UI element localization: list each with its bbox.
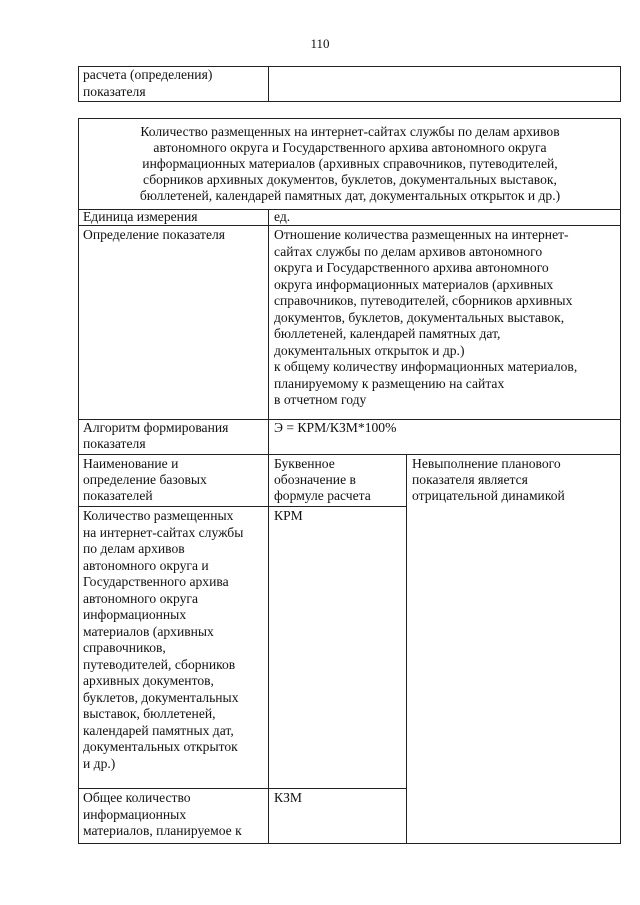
definition-line-9: к общему количеству информационных материалов, [274,359,578,374]
krm-label [83,508,243,772]
algorithm-label-line-2: показателя [83,436,146,451]
krm-label-line-6: автономного округа [83,590,199,606]
indicator-title-line-1: Количество размещенных на интернет-сайтах службы по делам архивов [140,124,560,139]
unit-label: Единица измерения [83,209,198,224]
krm-label-line-7: информационных [83,607,187,622]
definition-line-2: сайтах службы по делам архивов автономного [274,243,543,259]
base-header-line-1: Наименование и [83,456,179,471]
krm-label-line-11: архивных документов, [83,673,214,688]
letter-header-line-2: обозначение в [274,472,356,487]
top-table-label-line-2: показателя [83,84,146,99]
col-line-dynamics [406,454,407,844]
definition-line-11: в отчетном году [274,392,367,407]
dynamics-line-3: отрицательной динамикой [412,488,565,503]
definition-line-1: Отношение количества размещенных на интернет- [274,227,569,242]
row-line-krm [78,788,407,789]
definition-line-6: документов, буклетов, документальных выставок, [274,309,565,325]
krm-label-line-8: материалов (архивных [83,623,214,639]
krm-label-line-5: Государственного архива [83,574,229,589]
definition-line-4: округа информационных материалов (архивных [274,276,554,292]
indicator-title-line-5: бюллетеней, календарей памятных дат, документальных открыток и др.) [139,188,561,203]
page-number: 110 [310,36,330,51]
indicator-title [80,124,620,204]
letter-header-line-1: Буквенное [274,456,335,471]
kzm-label-line-1: Общее количество [83,790,191,805]
definition-text [274,227,577,409]
krm-label-line-4: автономного округа и [83,557,209,573]
algorithm-formula: Э = КРМ/КЗМ*100% [274,420,397,435]
row-line-algorithm [78,454,621,455]
base-header-line-3: показателей [83,488,153,503]
krm-label-line-2: на интернет-сайтах службы [83,524,244,540]
krm-label-line-1: Количество размещенных [83,508,234,523]
definition-label: Определение показателя [83,227,226,242]
letter-header-line-3: формуле расчета [274,488,371,503]
definition-line-10: планируемому к размещению на сайтах [274,375,505,391]
base-header-line-2: определение базовых [83,472,207,487]
krm-label-line-12: буклетов, документальных [83,689,239,705]
unit-value: ед. [274,209,291,224]
top-table-label-line-1: расчета (определения) [83,67,213,82]
definition-line-7: бюллетеней, календарей памятных дат, [274,326,501,341]
definition-line-5: справочников, путеводителей, сборников архивных [274,293,573,308]
krm-label-line-13: выставок, бюллетеней, [83,706,216,721]
kzm-label-line-3: материалов, планируемое к [83,823,242,838]
kzm-code: КЗМ [274,790,302,805]
kzm-label-line-2: информационных [83,806,187,822]
krm-code: КРМ [274,508,303,523]
dynamics-line-2: показателя является [412,472,528,487]
algorithm-label-line-1: Алгоритм формирования [83,420,229,435]
indicator-title-line-4: сборников архивных документов, буклетов, документальных выставок, [143,172,557,187]
krm-label-line-14: календарей памятных дат, [83,722,234,738]
definition-line-3: округа и Государственного архива автономного [274,260,549,275]
col-line-main [268,209,269,844]
krm-label-line-16: и др.) [83,755,116,771]
krm-label-line-15: документальных открыток [83,739,238,754]
kzm-label [83,790,242,840]
definition-line-8: документальных открыток и др.) [274,342,465,358]
dynamics-line-1: Невыполнение планового [412,456,561,471]
indicator-title-line-2: автономного округа и Государственного архива автономного округа [153,140,547,155]
krm-label-line-10: путеводителей, сборников [83,656,236,672]
indicator-title-line-3: информационных материалов (архивных справочников, путеводителей, [142,156,558,171]
krm-label-line-9: справочников, [83,640,166,655]
top-table-divider [268,66,269,102]
row-line-base-header [78,506,407,507]
krm-label-line-3: по делам архивов [83,541,185,556]
